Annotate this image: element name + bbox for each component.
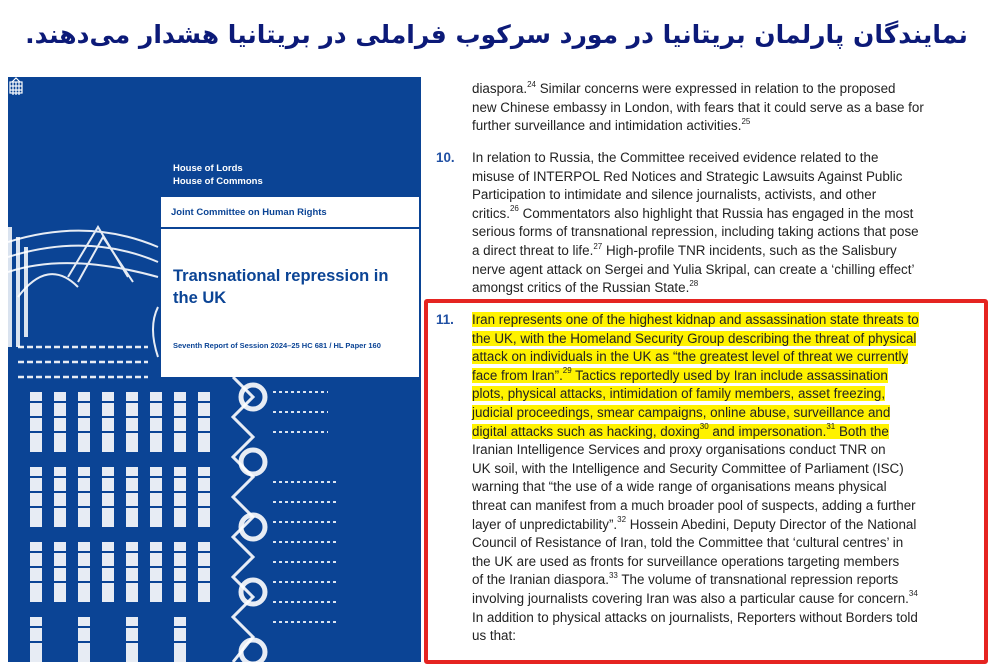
text-line — [472, 205, 952, 224]
footnote-ref[interactable]: 30 — [699, 422, 709, 432]
footnote-ref[interactable]: 29 — [562, 366, 572, 376]
text-run: UK soil, with the Intelligence and Security Committee of Parliament (ISC) — [472, 460, 904, 476]
report-title-line-2: the UK — [173, 289, 227, 307]
line-text — [472, 118, 750, 133]
text-line — [472, 279, 952, 298]
text-run: In addition to physical attacks on journalists, Reporters without Borders told — [472, 609, 918, 625]
text-run: High-profile TNR incidents, such as the Salisbury — [602, 242, 897, 258]
title-card — [161, 197, 419, 377]
headline: نمایندگان پارلمان بریتانیا در مورد سرکوب فراملی در بریتانیا هشدار می‌دهند. — [25, 19, 968, 49]
footnote-ref[interactable]: 28 — [689, 278, 699, 288]
line-text — [472, 280, 698, 295]
text-line — [472, 223, 952, 242]
text-run: and impersonation. — [708, 423, 827, 439]
report-title-line-1: Transnational repression in — [173, 267, 389, 285]
text-run: Both the — [835, 423, 889, 439]
text-run: attack on individuals in the UK as “the greatest level of threat we currently — [472, 349, 909, 365]
text-run: Hossein Abedini, Deputy Director of the National — [626, 516, 917, 532]
text-run: face from Iran”. — [472, 367, 563, 383]
paragraph-number: 11. — [436, 312, 454, 327]
footnote-ref[interactable]: 24 — [527, 79, 536, 89]
line-text — [472, 262, 914, 277]
house-of-commons: House of Commons — [173, 176, 263, 187]
text-run: us that: — [472, 628, 516, 644]
line-text — [472, 206, 913, 221]
text-run: Commentators also highlight that Russia has engaged in the most — [518, 205, 914, 221]
footnote-ref[interactable]: 32 — [617, 515, 627, 525]
line-text — [472, 100, 924, 115]
paragraph-10-text — [472, 149, 952, 298]
portcullis-icon — [8, 77, 24, 97]
text-run: diaspora. — [472, 81, 528, 96]
footnote-ref[interactable]: 27 — [593, 241, 603, 251]
text-line — [472, 80, 952, 99]
text-run: the UK, with the Homeland Security Group describing the threat of physical — [472, 330, 917, 346]
text-run: digital attacks such as hacking, doxing — [472, 423, 700, 439]
text-run: layer of unpredictability”. — [472, 516, 618, 532]
text-line — [472, 261, 952, 280]
line-text — [472, 187, 876, 202]
title-card-divider — [161, 227, 419, 229]
text-run: Council of Resistance of Iran, told the Committee that ‘cultural centres’ in — [472, 535, 904, 551]
text-run: threat can manifest from a much broader pool of suspects, adding a further — [472, 497, 916, 513]
house-of-lords: House of Lords — [173, 163, 243, 174]
text-line — [472, 99, 952, 118]
report-title — [173, 265, 408, 309]
footnote-ref[interactable]: 31 — [826, 422, 836, 432]
footnote-ref[interactable]: 33 — [608, 570, 618, 580]
text-run: critics. — [472, 205, 510, 221]
text-run: Similar concerns were expressed in relation to the proposed — [536, 81, 896, 96]
text-run: nerve agent attack on Sergei and Yulia Skripal, can create a ‘chilling effect’ — [472, 261, 915, 277]
text-run: Tactics reportedly used by Iran include assassination — [571, 367, 888, 383]
text-run: a direct threat to life. — [472, 242, 594, 258]
text-run: In relation to Russia, the Committee received evidence related to the — [472, 150, 879, 165]
text-run: of the Iranian diaspora. — [472, 572, 609, 588]
text-run: Iranian Intelligence Services and proxy organisations conduct TNR on — [472, 442, 886, 458]
line-text — [472, 169, 902, 184]
text-run: new Chinese embassy in London, with fears that it could serve as a base for — [472, 99, 924, 115]
text-run: plots, physical attacks, intimidation of family members, asset freezing, — [472, 386, 886, 402]
text-line — [472, 186, 952, 205]
footnote-ref[interactable]: 25 — [741, 116, 751, 126]
text-line — [472, 117, 952, 136]
report-session: Seventh Report of Session 2024–25 HC 681 / HL Paper 160 — [173, 341, 381, 350]
text-run: misuse of INTERPOL Red Notices and Strategic Lawsuits Against Public — [472, 168, 903, 184]
text-run: warning that “the use of a wide range of organisations means physical — [472, 479, 887, 495]
continuation-text — [472, 80, 952, 136]
line-text — [472, 150, 878, 165]
text-run: judicial proceedings, smear campaigns, online abuse, surveillance and — [472, 404, 891, 420]
line-text — [472, 81, 896, 96]
text-run: serious forms of transnational repression, including taking actions that pose — [472, 224, 919, 240]
committee-name: Joint Committee on Human Rights — [171, 207, 327, 218]
house-names — [173, 162, 263, 188]
text-line — [472, 242, 952, 261]
text-run: Participation to intimidate and silence journalists, activists, and other — [472, 187, 877, 203]
report-cover — [8, 77, 421, 662]
paragraph-number: 10. — [436, 150, 455, 165]
text-run: the UK are used as fronts for surveillance operations targeting members — [472, 553, 900, 569]
highlight-box — [424, 299, 988, 664]
text-run: involving journalists covering Iran was also a particular cause for concern. — [472, 590, 909, 606]
text-run: amongst critics of the Russian State. — [472, 280, 690, 296]
text-run: further surveillance and intimidation activities. — [472, 118, 742, 134]
text-line — [472, 149, 952, 168]
text-run: The volume of transnational repression reports — [617, 572, 899, 588]
footnote-ref[interactable]: 26 — [509, 204, 519, 214]
footnote-ref[interactable]: 34 — [908, 589, 918, 599]
line-text — [472, 243, 897, 258]
text-line — [472, 168, 952, 187]
text-run: Iran represents one of the highest kidnap and assassination state threats to — [472, 312, 919, 327]
line-text — [472, 224, 919, 239]
